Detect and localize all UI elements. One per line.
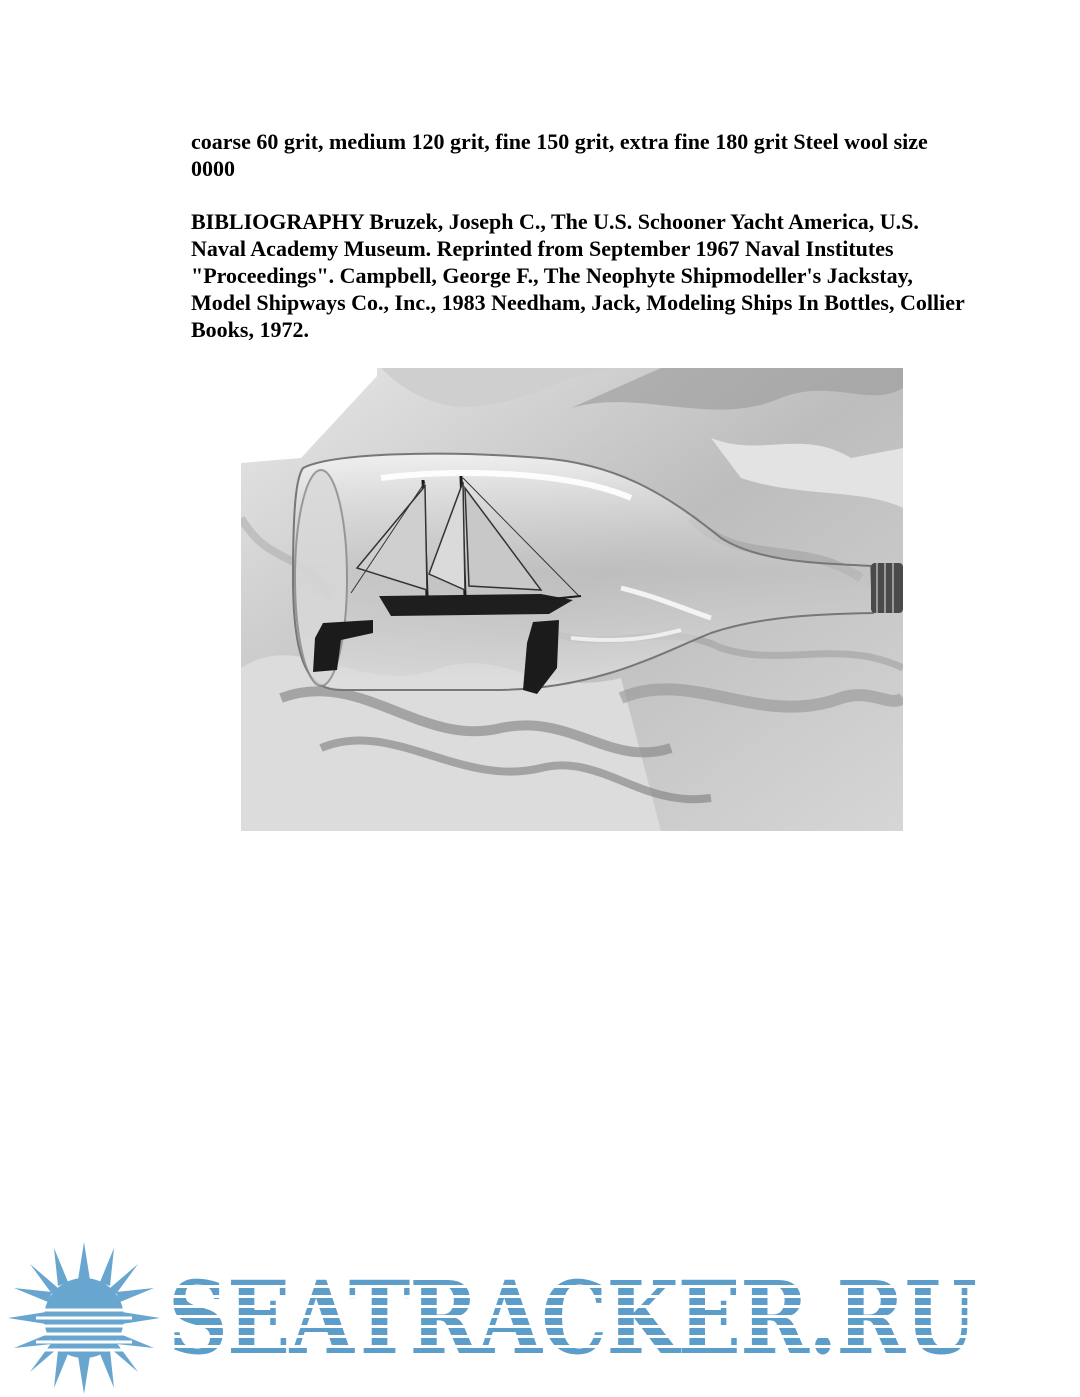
sun-icon bbox=[6, 1240, 162, 1396]
seatracker-watermark bbox=[0, 1236, 1080, 1397]
watermark-text: SEATRACKER.RU bbox=[168, 1259, 977, 1377]
bibliography-paragraph: BIBLIOGRAPHY Bruzek, Joseph C., The U.S. Schooner Yacht America, U.S. Naval Academy Museum. Reprinted from September 1967 Naval Institutes "Proceedings". Campbell, George F., The Neophyte Shipmodeller's Jackstay, Model Shipways Co., Inc., 1983 Needham, Jack, Modeling Ships In Bottles, Collier Books, 1972. bbox=[191, 209, 965, 342]
ship-in-bottle-photo bbox=[241, 368, 903, 831]
materials-paragraph: coarse 60 grit, medium 120 grit, fine 150 grit, extra fine 180 grit Steel wool size 0000 bbox=[191, 129, 928, 181]
